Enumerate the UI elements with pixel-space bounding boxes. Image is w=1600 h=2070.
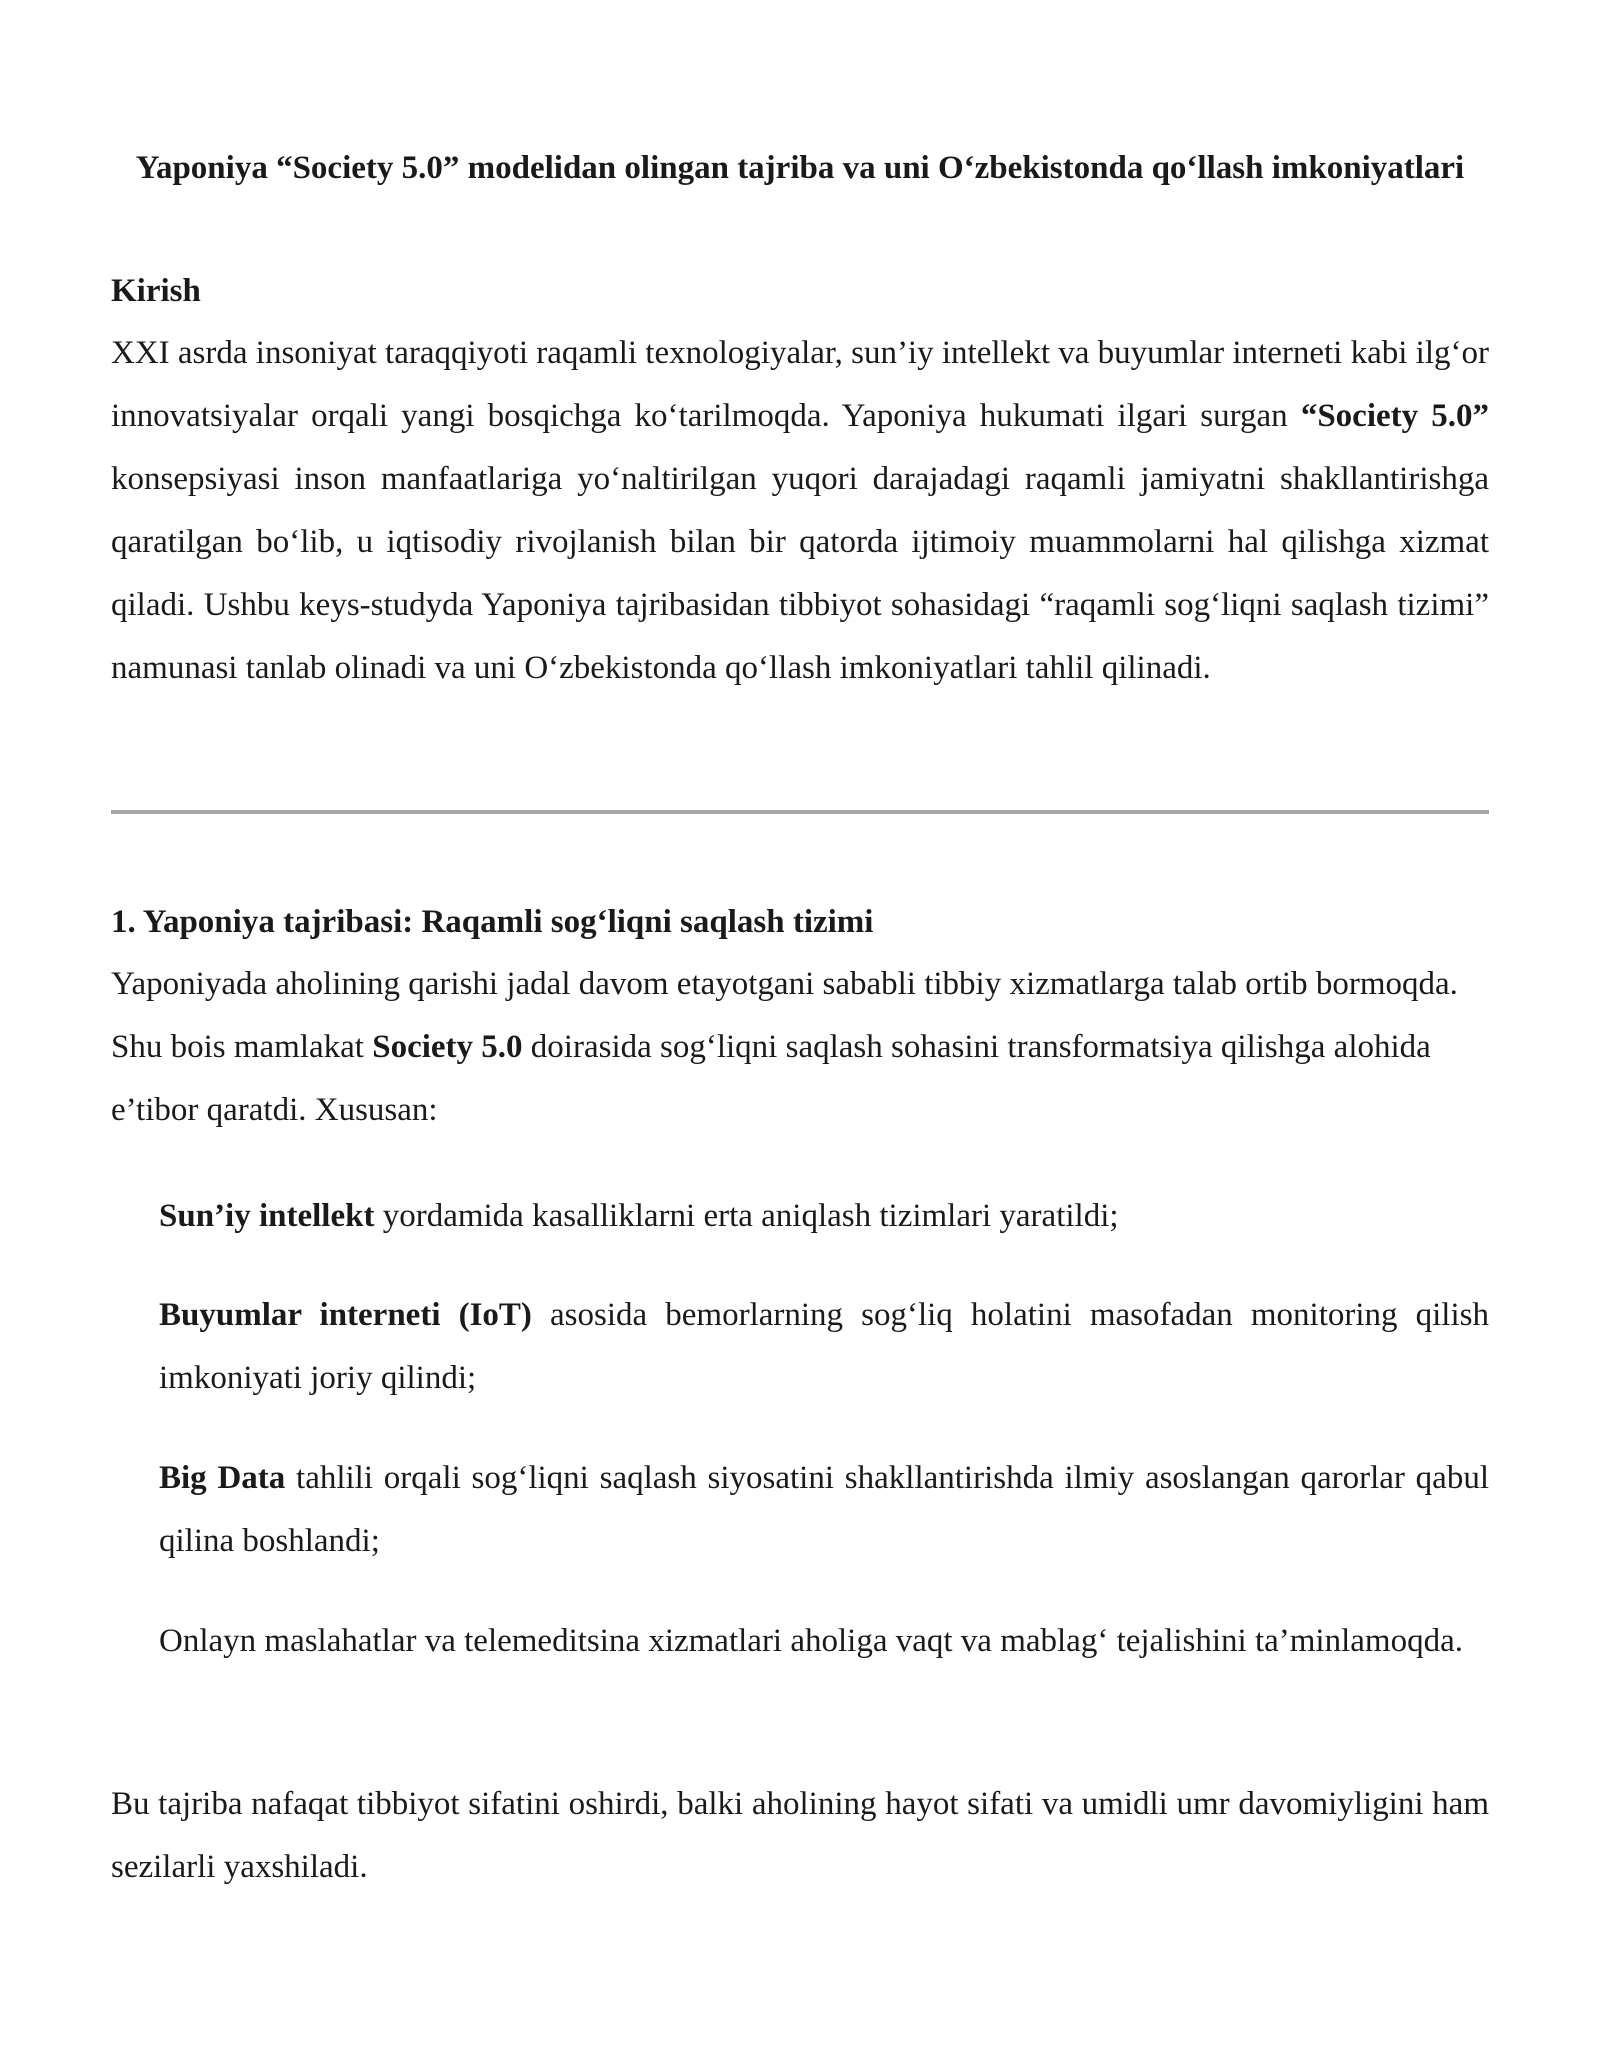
section1-text-start: Yaponiyada aholining qarishi jadal davom etayotgani sababli tibbiy xizmatlarga talab ortib bormoqda. Shu bois mamlakat [111, 966, 1458, 1065]
list-item-bold: Big Data [159, 1460, 286, 1496]
list-item-bold: Buyumlar interneti (IoT) [159, 1297, 532, 1333]
document-title: Yaponiya “Society 5.0” modelidan olingan tajriba va uni O‘zbekistonda qo‘llash imkoniyatlari [135, 150, 1465, 186]
list-item [159, 1284, 1489, 1410]
list-item-text: tahlili orqali sog‘liqni saqlash siyosatini shakllantirishda ilmiy asoslangan qarorlar qabul qilina boshlandi; [159, 1460, 1490, 1559]
intro-heading: Kirish [111, 273, 201, 309]
intro-text-end: konsepsiyasi inson manfaatlariga yo‘naltirilgan yuqori darajadagi raqamli jamiyatni shakllantirishga qaratilgan bo‘lib, u iqtisodiy rivojlanish bilan bir qatorda ijtimoiy muammolarni hal qilishga xizmat qiladi. Ushbu keys-studyda Yaponiya tajribasidan tibbiyot sohasidagi “raqamli sog‘liqni saqlash tizimi” namunasi tanlab olinadi va uni O‘zbekistonda qo‘llash imkoniyatlari tahlil qilinadi. [111, 461, 1489, 686]
closing-paragraph: Bu tajriba nafaqat tibbiyot sifatini oshirdi, balki aholining hayot sifati va umidli umr davomiyligini ham sezilarli yaxshiladi. [111, 1786, 1489, 1885]
intro-text-start: XXI asrda insoniyat taraqqiyoti raqamli texnologiyalar, sun’iy intellekt va buyumlar interneti kabi ilg‘or innovatsiyalar orqali yangi bosqichga ko‘tarilmoqda. Yaponiya hukumati ilgari surgan [111, 335, 1489, 434]
society-term: Society 5.0 [372, 1029, 523, 1065]
list-item-text: yordamida kasalliklarni erta aniqlash tizimlari yaratildi; [374, 1198, 1119, 1234]
list-item [159, 1447, 1489, 1573]
list-item [159, 1610, 1489, 1673]
section-divider [111, 810, 1489, 814]
list-item-text: asosida bemorlarning sog‘liq holatini masofadan monitoring qilish imkoniyati joriy qilindi; [159, 1297, 1489, 1396]
list-item-bold: Sun’iy intellekt [159, 1198, 375, 1234]
section1-text-end: doirasida sog‘liqni saqlash sohasini transformatsiya qilishga alohida e’tibor qaratdi. Xususan: [111, 1029, 1431, 1128]
society-term: “Society 5.0” [1300, 398, 1489, 434]
list-item [159, 1185, 1489, 1248]
intro-paragraph [111, 322, 1489, 700]
section1-heading: 1. Yaponiya tajribasi: Raqamli sog‘liqni saqlash tizimi [111, 904, 874, 940]
list-item-text: Onlayn maslahatlar va telemeditsina xizmatlari aholiga vaqt va mablag‘ tejalishini ta’minlamoqda. [159, 1623, 1463, 1659]
section1-paragraph [111, 953, 1489, 1142]
